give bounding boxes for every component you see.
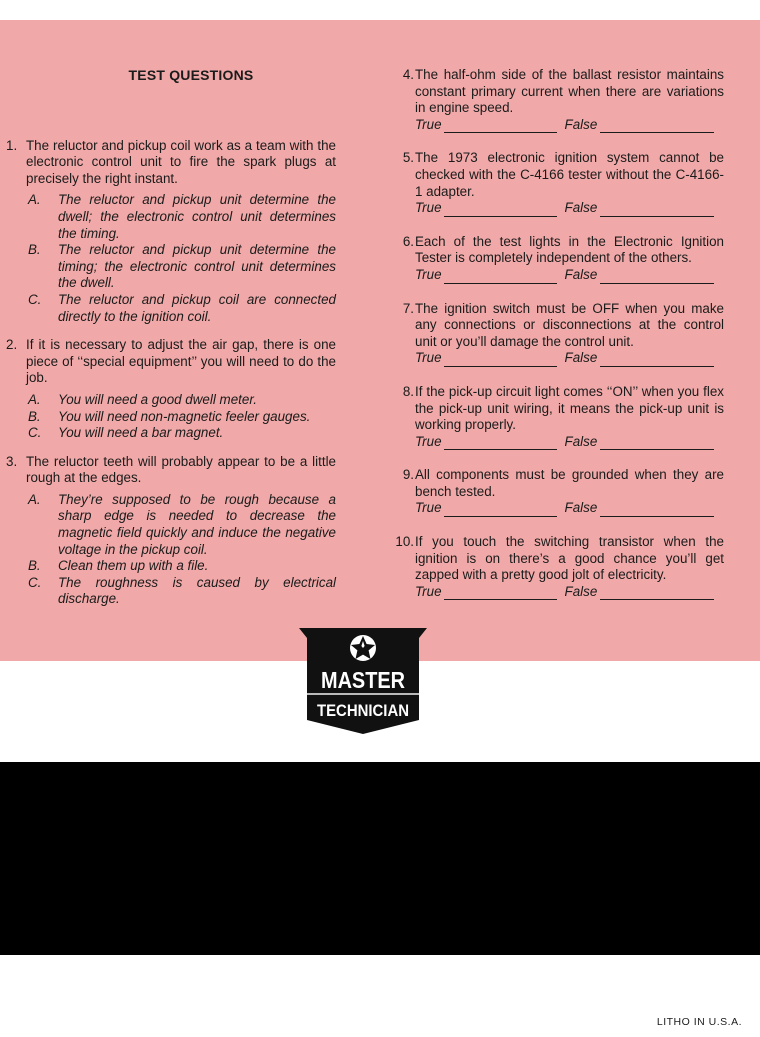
question-4 — [388, 67, 724, 117]
option-letter: B. — [28, 408, 41, 424]
true-false-answer — [415, 434, 724, 451]
question-text: If the pick-up circuit light comes ‘‘ON’’ when you flex the pick-up unit wiring, it means the pick-up unit is working properly. — [415, 383, 724, 433]
question-number: 3. — [6, 453, 18, 469]
option-3b — [26, 558, 336, 575]
question-number: 9. — [402, 467, 414, 483]
master-technician-emblem — [297, 628, 429, 734]
false-label: False — [564, 350, 598, 366]
question-5 — [388, 150, 724, 200]
false-label: False — [564, 200, 598, 216]
option-text: You will need a bar magnet. — [58, 425, 224, 441]
question-text: The reluctor and pickup coil work as a team with the electronic control unit to fire the spark plugs at precisely the right instant. — [26, 137, 336, 186]
question-9 — [388, 467, 724, 500]
black-block — [0, 762, 760, 955]
question-text: If you touch the switching transistor when the ignition is on there’s a good chance you’ll get zapped with a pretty good jolt of electricity. — [415, 534, 724, 583]
option-text: You will need non-magnetic feeler gauges. — [58, 408, 311, 424]
option-letter: A. — [28, 391, 41, 407]
true-label: True — [415, 500, 442, 516]
true-label: True — [415, 583, 442, 599]
right-column — [388, 67, 724, 600]
emblem-master-text: MASTER — [321, 667, 406, 693]
question-text: Each of the test lights in the Electronic Ignition Tester is completely independent of the others. — [415, 233, 724, 266]
question-text: The 1973 electronic ignition system cannot be checked with the C-4166 tester without the C-4166-1 adapter. — [415, 150, 724, 199]
option-letter: A. — [28, 192, 41, 208]
question-2 — [6, 337, 336, 387]
pentastar-icon — [350, 635, 376, 661]
question-number: 4. — [402, 67, 414, 82]
true-blank[interactable] — [444, 586, 557, 600]
true-blank[interactable] — [444, 353, 557, 367]
false-label: False — [564, 433, 598, 449]
false-label: False — [564, 500, 598, 516]
false-blank[interactable] — [600, 586, 714, 600]
false-label: False — [564, 266, 598, 282]
question-6 — [388, 234, 724, 267]
option-letter: B. — [28, 242, 41, 258]
option-text: The reluctor and pickup unit determine the dwell; the electronic control unit determines the timing. — [58, 192, 336, 241]
option-1a — [26, 192, 336, 242]
question-text: The ignition switch must be OFF when you make any connections or disconnections at the control unit or you’ll damage the control unit. — [415, 300, 724, 349]
option-letter: A. — [28, 491, 41, 507]
option-text: The roughness is caused by electrical discharge. — [58, 574, 336, 607]
question-8 — [388, 384, 724, 434]
option-1b — [26, 242, 336, 292]
true-false-answer — [415, 267, 724, 284]
footer-text: LITHO IN U.S.A. — [656, 1016, 742, 1028]
emblem-technician-text: TECHNICIAN — [317, 701, 409, 720]
option-2b — [26, 409, 336, 426]
option-letter: C. — [28, 291, 42, 307]
true-label: True — [415, 200, 442, 216]
true-false-answer — [415, 500, 724, 517]
question-1 — [6, 138, 336, 188]
question-number: 8. — [402, 383, 414, 399]
true-blank[interactable] — [444, 270, 557, 284]
true-blank[interactable] — [444, 119, 557, 133]
true-false-answer — [415, 200, 724, 217]
question-text: The reluctor teeth will probably appear to be a little rough at the edges. — [26, 453, 336, 486]
option-text: They’re supposed to be rough because a sharp edge is needed to decrease the magnetic field quickly and induce the negative voltage in the pickup coil. — [58, 491, 336, 557]
option-text: You will need a good dwell meter. — [58, 391, 257, 407]
question-text: All components must be grounded when they are bench tested. — [415, 467, 724, 499]
false-blank[interactable] — [600, 353, 714, 367]
true-label: True — [415, 266, 442, 282]
false-blank[interactable] — [600, 203, 714, 217]
question-number: 5. — [402, 150, 414, 166]
option-text: The reluctor and pickup coil are connected directly to the ignition coil. — [58, 291, 336, 324]
option-3c — [26, 575, 336, 608]
true-label: True — [415, 433, 442, 449]
question-10 — [388, 534, 724, 584]
question-7 — [388, 301, 724, 351]
option-3a — [26, 492, 336, 558]
false-blank[interactable] — [600, 270, 714, 284]
false-blank[interactable] — [600, 119, 714, 133]
true-blank[interactable] — [444, 203, 557, 217]
question-number: 1. — [6, 137, 18, 153]
true-false-answer — [415, 350, 724, 367]
question-number: 7. — [402, 300, 414, 316]
true-blank[interactable] — [444, 436, 557, 450]
option-2a — [26, 392, 336, 409]
true-label: True — [415, 350, 442, 366]
option-letter: B. — [28, 558, 41, 574]
false-label: False — [564, 116, 598, 132]
true-false-answer — [415, 117, 724, 134]
option-text: Clean them up with a file. — [58, 558, 209, 574]
true-label: True — [415, 116, 442, 132]
question-3 — [6, 454, 336, 487]
false-blank[interactable] — [600, 503, 714, 517]
false-blank[interactable] — [600, 436, 714, 450]
question-number: 2. — [6, 337, 18, 353]
option-2c — [26, 425, 336, 442]
left-column — [6, 67, 336, 608]
question-number: 6. — [402, 233, 414, 249]
option-letter: C. — [28, 574, 42, 590]
option-letter: C. — [28, 425, 42, 441]
question-text: If it is necessary to adjust the air gap, there is one piece of ‘‘special equipment’’ you will need to do the job. — [26, 337, 336, 386]
option-text: The reluctor and pickup unit determine the timing; the electronic control unit determines the dwell. — [58, 242, 336, 291]
true-false-answer — [415, 584, 724, 601]
option-1c — [26, 292, 336, 325]
true-blank[interactable] — [444, 503, 557, 517]
page-title: TEST QUESTIONS — [128, 67, 254, 83]
false-label: False — [564, 583, 598, 599]
question-number: 10. — [395, 534, 414, 550]
question-text: The half-ohm side of the ballast resistor maintains constant primary current when there are variations in engine speed. — [415, 67, 724, 116]
